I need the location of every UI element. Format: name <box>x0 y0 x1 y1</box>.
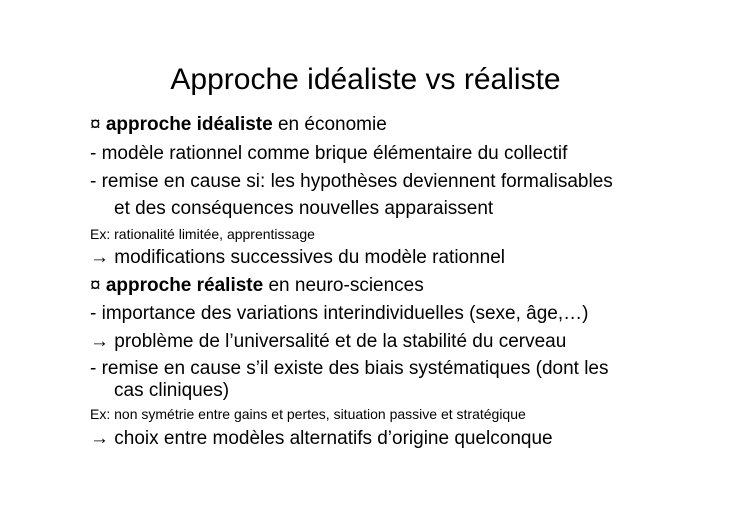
bullet-line-continuation: cas cliniques) <box>114 380 230 401</box>
bullet-symbol: ¤ <box>90 275 106 296</box>
arrow-line: → problème de l’universalité et de la stabilité du cerveau <box>90 331 567 352</box>
bullet-line-continuation: et des conséquences nouvelles apparaissent <box>114 198 494 219</box>
heading-realist-bold: approche réaliste <box>105 275 264 296</box>
bullet-line: - remise en cause s’il existe des biais systématiques (dont les <box>90 358 609 379</box>
slide-title: Approche idéaliste vs réaliste <box>170 63 561 96</box>
arrow-line: → choix entre modèles alternatifs d’origine quelconque <box>90 428 553 449</box>
heading-idealist-rest: en économie <box>272 114 387 135</box>
heading-idealist-bold: approche idéaliste <box>105 114 273 135</box>
bullet-line: - importance des variations interindividuelles (sexe, âge,…) <box>90 303 589 324</box>
heading-realist <box>90 274 424 298</box>
bullet-line: - remise en cause si: les hypothèses deviennent formalisables <box>90 171 613 192</box>
example-line: Ex: non symétrie entre gains et pertes, situation passive et stratégique <box>90 406 526 422</box>
bullet-line: - modèle rationnel comme brique élémentaire du collectif <box>90 143 568 164</box>
arrow-line: → modifications successives du modèle rationnel <box>90 247 506 268</box>
example-line: Ex: rationalité limitée, apprentissage <box>90 226 315 242</box>
bullet-symbol: ¤ <box>90 114 106 135</box>
heading-idealist <box>90 113 387 137</box>
heading-realist-rest: en neuro-sciences <box>263 275 424 296</box>
